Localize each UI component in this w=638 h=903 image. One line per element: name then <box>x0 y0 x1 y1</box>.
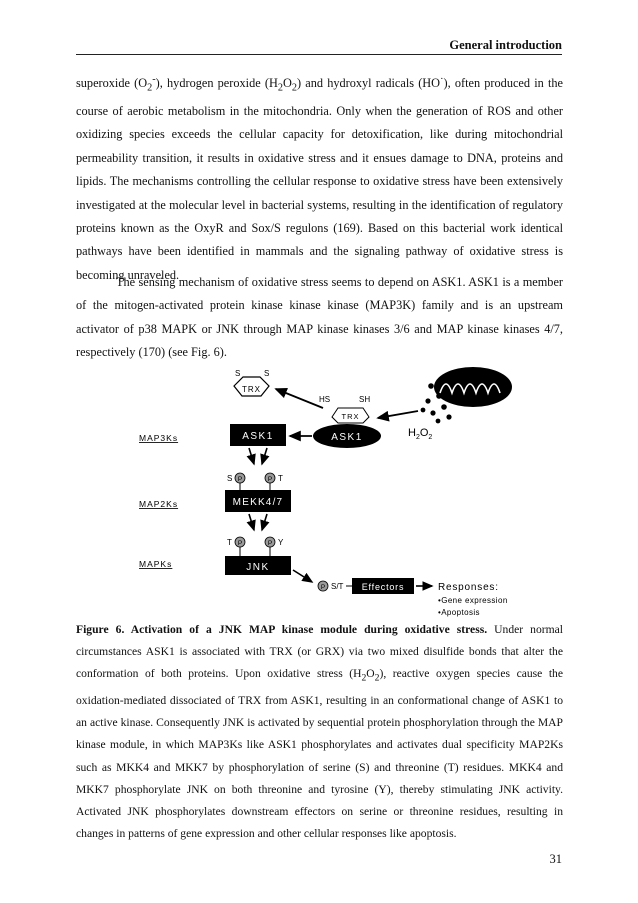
jnk-to-effectors-arrow <box>293 570 312 582</box>
h2o2-label: $H_2O_2$ <box>408 427 433 441</box>
ask1-bound-label: ASK1 <box>331 432 363 443</box>
jnk-threonine-label: T <box>227 538 232 547</box>
jnk-label: JNK <box>246 562 270 573</box>
paragraph-ask1: The sensing mechanism of oxidative stress seems to depend on ASK1. ASK1 is a member of the mitogen-activated protein kinase kinase kinase (MAP3K) family and is an upstream activator of p38 MAPK or JNK through MAP kinase kinases 3/6 and MAP kinase kinases 4/7, respectively (170) (see Fig. 6). <box>76 275 563 360</box>
thiol-sh-label: SH <box>359 395 371 404</box>
ask1-active-label: ASK1 <box>242 431 274 442</box>
page-number: 31 <box>549 852 562 866</box>
mekk-to-jnk-arrow-left <box>249 514 254 530</box>
mekk-phospho-label-t: P <box>267 476 273 483</box>
trx-bound-label: TRX <box>341 412 360 421</box>
thiol-hs-label: HS <box>319 395 331 404</box>
mekk-serine-label: S <box>227 474 233 483</box>
figure-caption-title: Figure 6. Activation of a JNK MAP kinase module during oxidative stress. <box>76 623 488 636</box>
mekk-phospho-label-s: P <box>237 476 243 483</box>
jnk-tyrosine-label: Y <box>278 538 284 547</box>
mekk-label: MEKK4/7 <box>232 497 284 508</box>
response-gene-expression: •Gene expression <box>438 596 508 605</box>
disulfide-s-left: S <box>235 369 241 378</box>
response-apoptosis: •Apoptosis <box>438 608 480 617</box>
level-label-map3ks: MAP3Ks <box>139 433 179 443</box>
ask1-to-mekk-arrow-left <box>249 448 254 464</box>
mekk-to-jnk-arrow-right <box>262 514 267 530</box>
responses-title: Responses: <box>438 582 499 593</box>
ros-arrow <box>378 411 418 418</box>
figure-caption: Figure 6. Activation of a JNK MAP kinase module during oxidative stress. Under normal circumstances ASK1 is associated with TRX (or GRX) via two mixed disulfide bonds that alter the conformation of both proteins. Upon oxidative stress $(H_2O_2)$, reactive oxygen species cause the oxidation-mediated dissociated of TRX from ASK1, resulting in an conformational change of ASK1 to an active kinase. Consequently JNK is activated by sequential protein phosphorylation through the MAP kinase module, in which MAP3Ks like ASK1 phosphorylates and activates dual specificity MAP2Ks such as MKK4 and MKK7 by phosphorylation of serine (S) and threonine (T) residues. MKK4 and MKK7 phosphorylate JNK on both threonine and tyrosine (Y), thereby stimulating JNK activity. Activated JNK phosphorylates downstream effectors on serine or threonine residues, resulting in changes in patterns of gene expression and other cellular responses like apoptosis. <box>76 623 563 841</box>
effectors-label: Effectors <box>361 582 405 592</box>
paragraph-ros: superoxide $(O_2^-)$, hydrogen peroxide $(H_2O_2)$ and hydroxyl radicals (HO·), often produced in the course of aerobic metabolism in the mitochondria. Only when the generation of ROS and other oxidizing species exceeds the cellular capacity for detoxification, like during mitochondrial permeability transition, it results in oxidative stress and it ensues damage to DNA, proteins and lipids. The mechanisms controlling the cellular response to oxidative stress have been extensively investigated at the molecular level in bacterial systems, resulting in the identification of regulatory proteins known as the OxyR and Sox/S regulons (169). Based on this bacterial work identical pathways have been identified in mammals and the signaling pathway of oxidative stress is becoming unraveled. <box>76 74 563 282</box>
disulfide-s-right: S <box>264 369 270 378</box>
jnk-phospho-label-y: P <box>267 540 273 547</box>
effector-phospho-label: P <box>320 584 326 591</box>
mekk-threonine-label: T <box>278 474 283 483</box>
page-header <box>76 36 562 55</box>
figure-jnk-pathway-diagram <box>76 363 563 618</box>
level-label-mapks: MAPKs <box>139 559 173 569</box>
trx-oxidized-label: TRX <box>242 385 261 394</box>
ask1-to-mekk-arrow-right <box>262 448 267 464</box>
level-label-map2ks: MAP2Ks <box>139 499 179 509</box>
effector-st-label: S/T <box>331 582 344 591</box>
running-header-title: General introduction <box>449 38 562 52</box>
trx-release-arrow <box>276 389 323 408</box>
jnk-phospho-label-t: P <box>237 540 243 547</box>
mitochondrion-icon <box>434 367 512 407</box>
